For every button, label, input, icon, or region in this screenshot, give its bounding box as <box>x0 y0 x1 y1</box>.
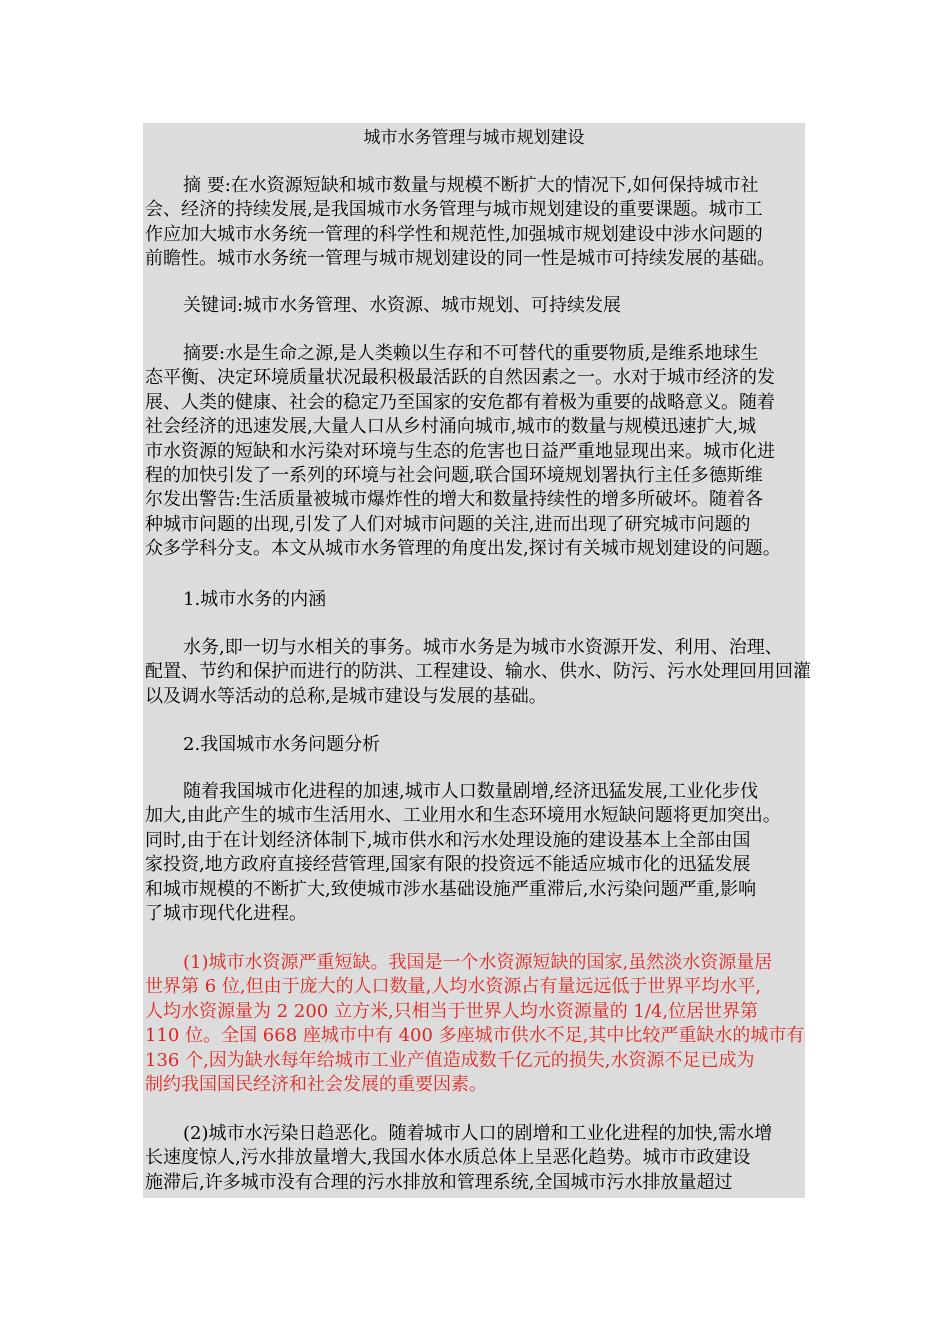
text-line: (2)城市水污染日趋恶化。随着城市人口的剧增和工业化进程的加快,需水增 <box>183 1123 773 1144</box>
text-line: 家投资,地方政府直接经营管理,国家有限的投资远不能适应城市化的迅猛发展 <box>145 854 751 876</box>
text-line: 种城市问题的出现,引发了人们对城市问题的关注,进而出现了研究城市问题的 <box>145 513 751 535</box>
text-line: 配置、节约和保护而进行的防洪、工程建设、输水、供水、防污、污水处理回用回灌 <box>145 661 811 683</box>
keywords-paragraph <box>145 294 810 318</box>
text-line: 尔发出警告:生活质量被城市爆炸性的增大和数量持续性的增多所破坏。随着各 <box>145 489 764 511</box>
text-line: 施滞后,许多城市没有合理的污水排放和管理系统,全国城市污水排放量超过 <box>145 1171 733 1193</box>
text-line: (1)城市水资源严重短缺。我国是一个水资源短缺的国家,虽然淡水资源量居 <box>183 952 773 973</box>
text-line: 人均水资源量为 2 200 立方米,只相当于世界人均水资源量的 1/4,位居世界第 <box>145 1000 759 1022</box>
text-line: 水务,即一切与水相关的事务。城市水务是为城市水资源开发、利用、治理、 <box>183 637 783 658</box>
text-line: 世界第 6 位,但由于庞大的人口数量,人均水资源占有量远远低于世界平均水平, <box>145 976 762 998</box>
text-line: 众多学科分支。本文从城市水务管理的角度出发,探讨有关城市规划建设的问题。 <box>145 538 781 560</box>
text-line: 作应加大城市水务统一管理的科学性和规范性,加强城市规划建设中涉水问题的 <box>145 223 763 245</box>
text-line: 程的加快引发了一系列的环境与社会问题,联合国环境规划署执行主任多德斯维 <box>145 464 763 486</box>
text-line: 前瞻性。城市水务统一管理与城市规划建设的同一性是城市可持续发展的基础。 <box>145 248 775 270</box>
abstract-paragraph-1 <box>145 174 810 272</box>
abstract-paragraph-2 <box>145 342 810 562</box>
point-1-paragraph <box>145 951 810 1097</box>
point-2-paragraph <box>145 1122 810 1195</box>
section-2-body <box>145 780 810 926</box>
text-line: 制约我国国民经济和社会发展的重要因素。 <box>145 1073 487 1095</box>
section-1-body <box>145 636 810 709</box>
text-line: 关键词:城市水务管理、水资源、城市规划、可持续发展 <box>183 295 622 316</box>
section-2-heading <box>145 733 810 757</box>
text-line: 110 位。全国 668 座城市中有 400 多座城市供水不足,其中比较严重缺水的城市有 <box>145 1025 805 1047</box>
text-line: 市水资源的短缺和水污染对环境与生态的危害也日益严重地显现出来。城市化进 <box>145 440 775 462</box>
text-line: 态平衡、决定环境质量状况最积极最活跃的自然因素之一。水对于城市经济的发 <box>145 367 775 389</box>
text-line: 随着我国城市化进程的加速,城市人口数量剧增,经济迅猛发展,工业化步伐 <box>183 781 759 802</box>
text-line: 1.城市水务的内涵 <box>183 589 327 610</box>
text-line: 和城市规模的不断扩大,致使城市涉水基础设施严重滞后,水污染问题严重,影响 <box>145 878 757 900</box>
text-line: 摘要:水是生命之源,是人类赖以生存和不可替代的重要物质,是维系地球生 <box>183 343 759 364</box>
text-line: 2.我国城市水务问题分析 <box>183 734 381 755</box>
text-line: 同时,由于在计划经济体制下,城市供水和污水处理设施的建设基本上全部由国 <box>145 829 751 851</box>
text-line: 136 个,因为缺水每年给城市工业产值造成数千亿元的损失,水资源不足已成为 <box>145 1049 755 1071</box>
text-line: 加大,由此产生的城市生活用水、工业用水和生态环境用水短缺问题将更加突出。 <box>145 805 781 827</box>
section-1-heading <box>145 588 810 612</box>
text-line: 长速度惊人,污水排放量增大,我国水体水质总体上呈恶化趋势。城市市政建设 <box>145 1147 751 1169</box>
document-title: 城市水务管理与城市规划建设 <box>363 128 585 148</box>
text-line: 以及调水等活动的总称,是城市建设与发展的基础。 <box>145 685 547 707</box>
text-line: 摘 要:在水资源短缺和城市数量与规模不断扩大的情况下,如何保持城市社 <box>183 175 759 196</box>
text-line: 社会经济的迅速发展,大量人口从乡村涌向城市,城市的数量与规模迅速扩大,城 <box>145 416 757 438</box>
text-line: 展、人类的健康、社会的稳定乃至国家的安危都有着极为重要的战略意义。随着 <box>145 391 775 413</box>
text-line: 了城市现代化进程。 <box>145 902 307 924</box>
text-line: 会、经济的持续发展,是我国城市水务管理与城市规划建设的重要课题。城市工 <box>145 199 763 221</box>
